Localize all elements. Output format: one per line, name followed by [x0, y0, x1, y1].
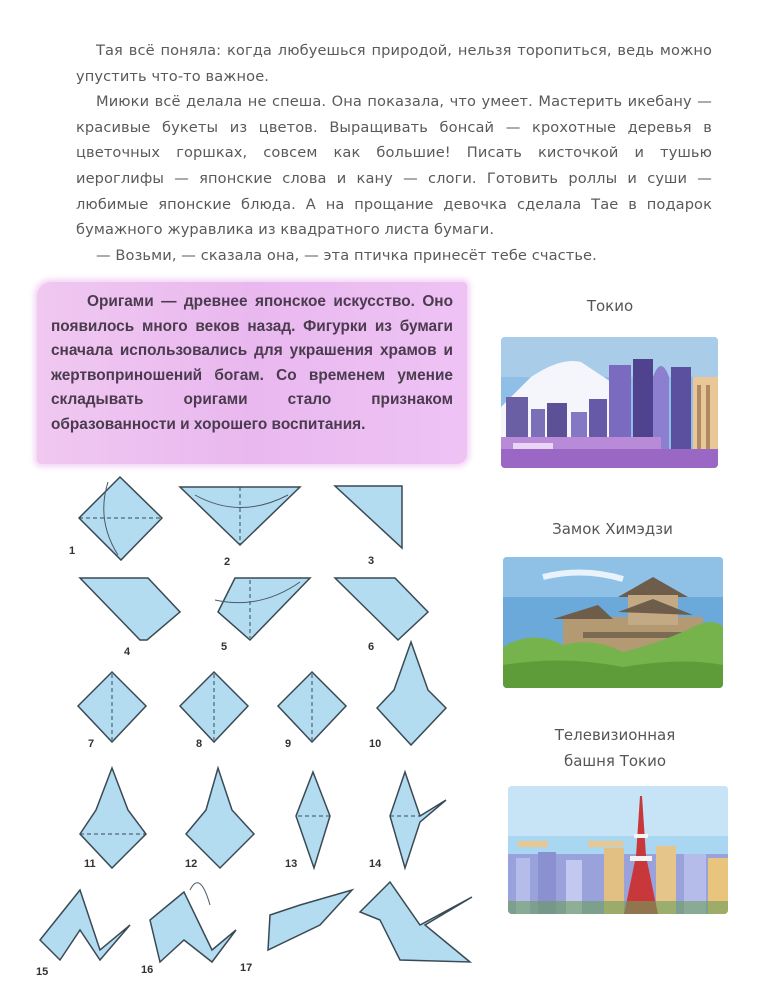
tokyo-skyline-illustration [501, 337, 718, 468]
story-paragraph: Тая всё поняла: когда любуешься природой, нельзя торопиться, ведь можно упустить что-то важное. [76, 42, 712, 85]
step-label-16: 16 [141, 964, 154, 976]
story-paragraph: — Возьми, — сказала она, — эта птичка принесёт тебе счастье. [96, 246, 597, 264]
step-label-12: 12 [185, 858, 198, 870]
step-label-4: 4 [124, 646, 131, 658]
step-label-14: 14 [369, 858, 382, 870]
caption-himeji: Замок Химэдзи [552, 520, 673, 538]
tokyo-tower-illustration [508, 786, 728, 914]
step-label-17: 17 [240, 962, 253, 974]
caption-tokyo: Токио [586, 297, 634, 315]
origami-info-text: Оригами — древнее японское искусство. Оно появилось много веков назад. Фигурки из бумаги сначала использовались для украшения храмов и жертвоприношений богам. Со временем умение складывать оригами стало признаком образованности и хорошего воспитания. [51, 293, 453, 433]
step-label-2: 2 [224, 556, 231, 568]
caption-tokyo-tower-line1: Телевизионная [554, 726, 676, 744]
step-label-3: 3 [368, 555, 375, 567]
step-label-6: 6 [368, 641, 375, 653]
step-label-9: 9 [285, 738, 292, 750]
step-label-1: 1 [69, 545, 76, 557]
step-label-13: 13 [285, 858, 298, 870]
step-label-10: 10 [369, 738, 382, 750]
step-label-11: 11 [84, 858, 96, 870]
caption-tokyo-tower-line2: башня Токио [563, 752, 667, 770]
step-label-5: 5 [221, 641, 228, 653]
step-label-7: 7 [88, 738, 95, 750]
himeji-castle-illustration [503, 557, 723, 688]
caption-tokyo-tower [530, 722, 700, 774]
story-paragraph: Миюки всё делала не спеша. Она показала, что умеет. Мастерить икебану — красивые букеты из цветов. Выращивать бонсай — крохотные деревья в цветочных горшках, совсем как большие! Писать кисточкой и тушью иероглифы — японские слова и кану — слоги. Готовить роллы и суши — любимые японские блюда. А на прощание девочка сделала Тае в подарок бумажного журавлика из квадратного листа бумаги. [76, 93, 712, 239]
step-label-8: 8 [196, 738, 203, 750]
step-label-15: 15 [36, 966, 49, 978]
